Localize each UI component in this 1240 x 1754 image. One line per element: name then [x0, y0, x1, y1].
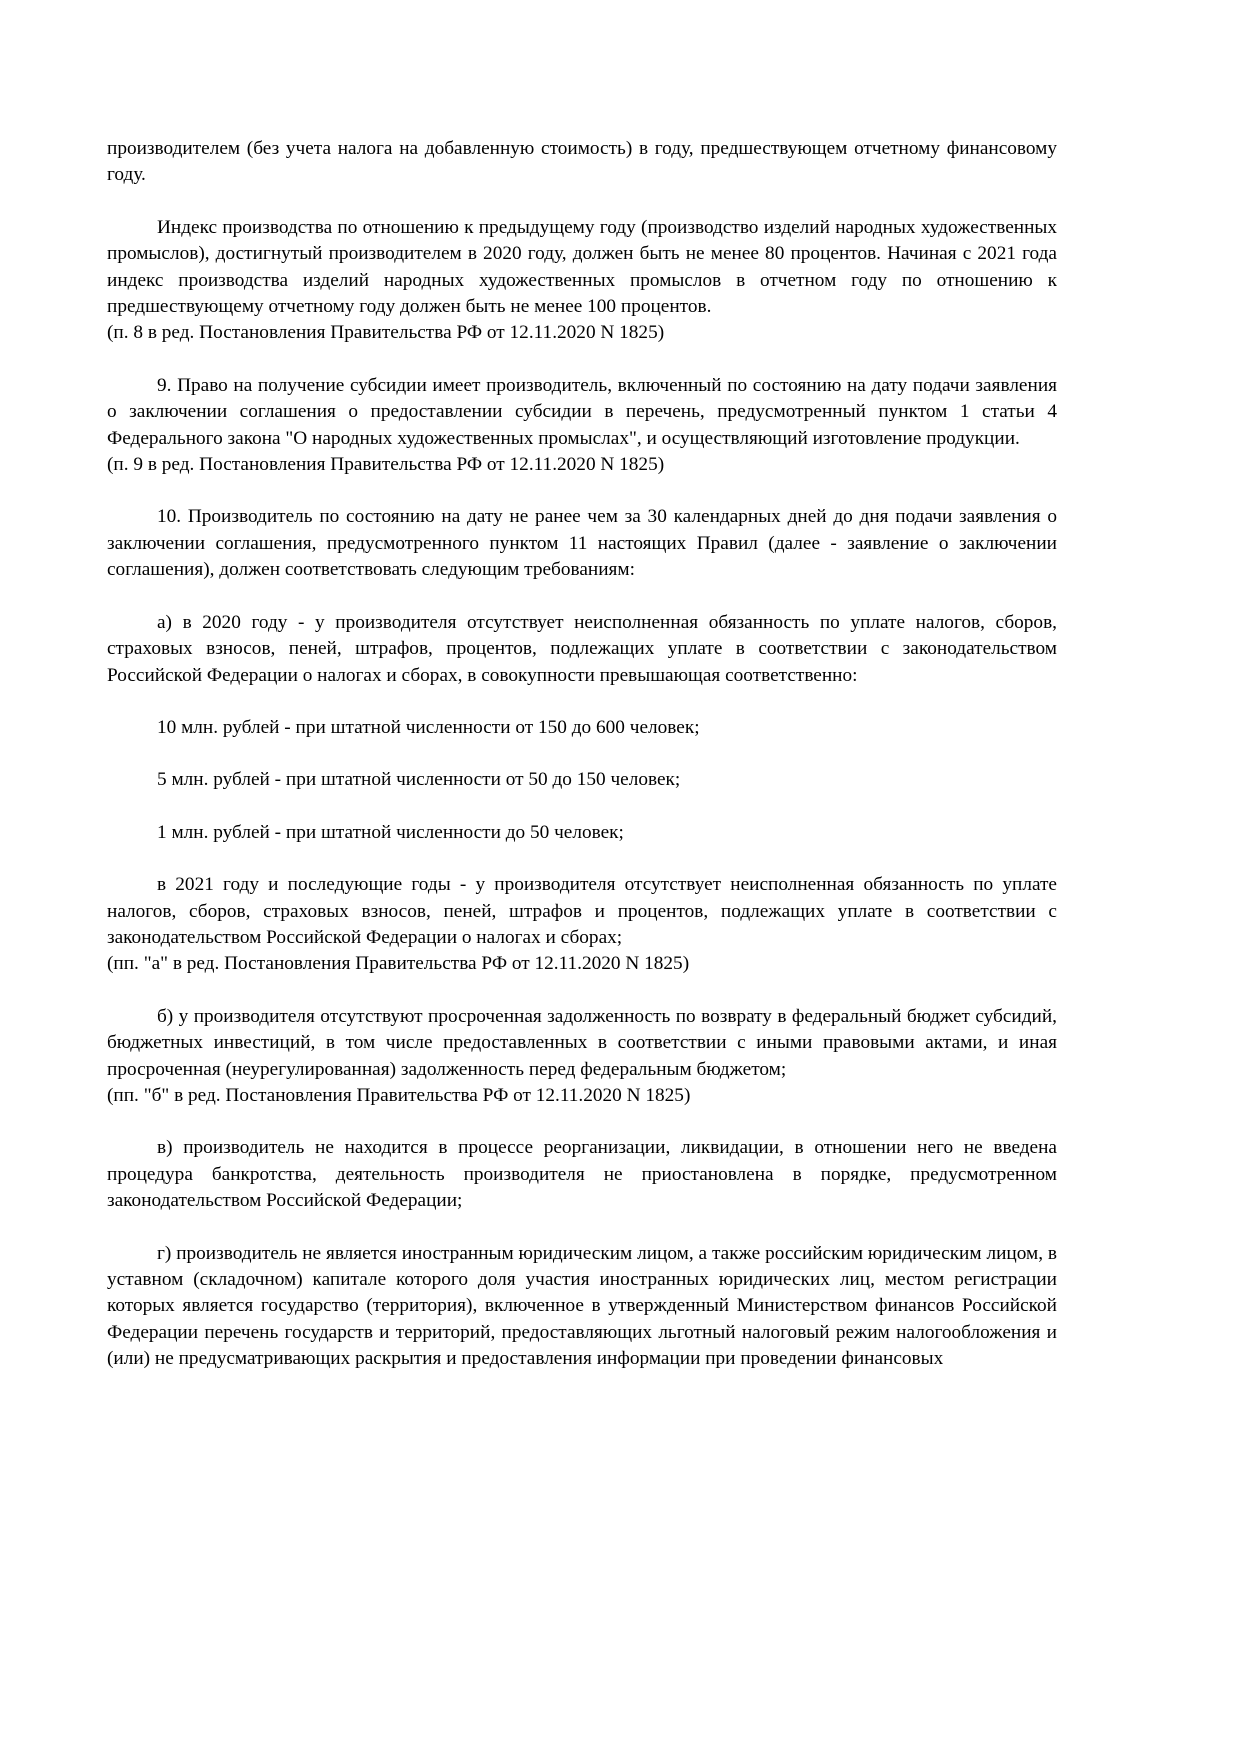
paragraph-subitem-v: в) производитель не находится в процессе реорганизации, ликвидации, в отношении него не введена процедура банкротства, деятельность производителя не приостановлена в порядке, предусмотренном законодательством Российской Федерации;: [107, 1137, 1057, 1212]
amendment-note-subitem-b: (пп. "б" в ред. Постановления Правительства РФ от 12.11.2020 N 1825): [107, 1084, 691, 1106]
paragraph-item-10: 10. Производитель по состоянию на дату не ранее чем за 30 календарных дней до дня подачи заявления о заключении соглашения, предусмотренного пунктом 11 настоящих Правил (далее - заявление о заключении соглашения), должен соответствовать следующим требованиям:: [107, 506, 1057, 581]
paragraph-threshold-1m: 1 млн. рублей - при штатной численности до 50 человек;: [157, 821, 624, 843]
paragraph-production-index: Индекс производства по отношению к предыдущему году (производство изделий народных художественных промыслов), достигнутый производителем в 2020 году, должен быть не менее 80 процентов. Начиная с 2021 года индекс производства изделий народных художественных промыслов в отчетном году по отношению к предшествующему отчетному году должен быть не менее 100 процентов.: [107, 216, 1057, 318]
paragraph-2021-onward: в 2021 году и последующие годы - у производителя отсутствует неисполненная обязанность по уплате налогов, сборов, страховых взносов, пеней, штрафов и процентов, подлежащих уплате в соответствии с законодательством Российской Федерации о налогах и сборах;: [107, 874, 1057, 948]
amendment-note-subitem-a: (пп. "а" в ред. Постановления Правительства РФ от 12.11.2020 N 1825): [107, 953, 690, 975]
paragraph-subitem-a: а) в 2020 году - у производителя отсутствует неисполненная обязанность по уплате налогов, сборов, страховых взносов, пеней, штрафов, процентов, подлежащих уплате в соответствии с законодательством Российской Федерации о налогах и сборах, в совокупности превышающая соответственно:: [107, 611, 1057, 686]
amendment-note-p9: (п. 9 в ред. Постановления Правительства РФ от 12.11.2020 N 1825): [107, 454, 665, 476]
amendment-note-p8: (п. 8 в ред. Постановления Правительства РФ от 12.11.2020 N 1825): [107, 322, 665, 344]
paragraph-continuation: производителем (без учета налога на добавленную стоимость) в году, предшествующем отчетному финансовому году.: [107, 138, 1057, 186]
paragraph-item-9: 9. Право на получение субсидии имеет производитель, включенный по состоянию на дату подачи заявления о заключении соглашения о предоставлении субсидии в перечень, предусмотренный пунктом 1 статьи 4 Федерального закона "О народных художественных промыслах", и осуществляющий изготовление продукции.: [107, 374, 1057, 449]
paragraph-threshold-10m: 10 млн. рублей - при штатной численности от 150 до 600 человек;: [157, 716, 700, 738]
paragraph-subitem-b: б) у производителя отсутствуют просроченная задолженность по возврату в федеральный бюджет субсидий, бюджетных инвестиций, в том числе предоставленных в соответствии с иными правовыми актами, и иная просроченная (неурегулированная) задолженность перед федеральным бюджетом;: [107, 1005, 1057, 1080]
paragraph-subitem-g: г) производитель не является иностранным юридическим лицом, а также российским юридическим лицом, в уставном (складочном) капитале которого доля участия иностранных юридических лиц, местом регистрации которых является государство (территория), включенное в утвержденный Министерством финансов Российской Федерации перечень государств и территорий, предоставляющих льготный налоговый режим налогообложения и (или) не предусматривающих раскрытия и предоставления информации при проведении финансовых: [107, 1242, 1057, 1370]
document-page: [107, 136, 1057, 1373]
paragraph-threshold-5m: 5 млн. рублей - при штатной численности от 50 до 150 человек;: [157, 769, 681, 791]
